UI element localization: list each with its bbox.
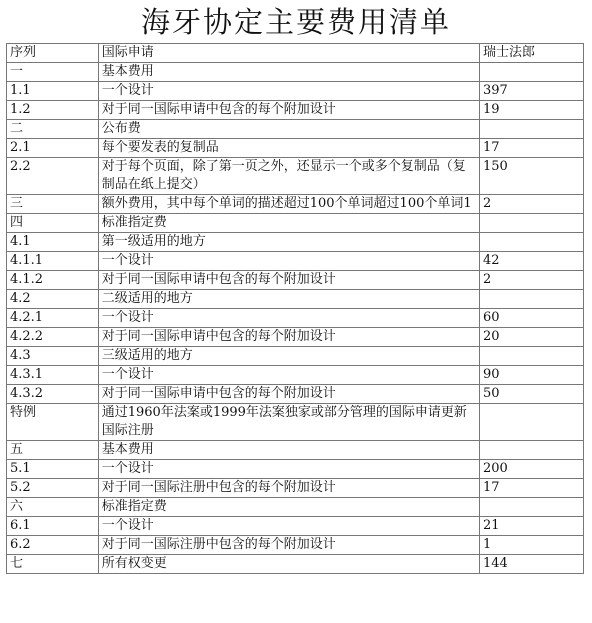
- item-cell: 一个设计: [98, 252, 479, 271]
- item-cell: 对于同一国际申请中包含的每个附加设计: [98, 385, 479, 404]
- table-row: [7, 347, 584, 366]
- fee-cell: 397: [480, 82, 584, 101]
- table-row: [7, 517, 584, 536]
- fee-cell: [480, 214, 584, 233]
- table-row: [7, 63, 584, 82]
- fee-cell: 2: [480, 271, 584, 290]
- item-cell: 标准指定费: [98, 498, 479, 517]
- sequence-cell: 6.1: [7, 517, 99, 536]
- sequence-cell: 4.3.1: [7, 366, 99, 385]
- fee-cell: 42: [480, 252, 584, 271]
- sequence-cell: 一: [7, 63, 99, 82]
- header-application: 国际申请: [98, 44, 479, 63]
- item-cell: 每个要发表的复制品: [98, 139, 479, 158]
- sequence-cell: 1.1: [7, 82, 99, 101]
- fee-cell: [480, 63, 584, 82]
- sequence-cell: 三: [7, 195, 99, 214]
- fee-cell: [480, 404, 584, 441]
- table-row: [7, 460, 584, 479]
- fee-cell: 17: [480, 139, 584, 158]
- document-title: 海牙协定主要费用清单: [140, 5, 451, 39]
- item-cell: 基本费用: [98, 63, 479, 82]
- header-sequence: 序列: [7, 44, 99, 63]
- sequence-cell: 6.2: [7, 536, 99, 555]
- item-cell: 所有权变更: [98, 555, 479, 574]
- item-cell: 对于同一国际注册中包含的每个附加设计: [98, 479, 479, 498]
- fee-cell: 60: [480, 309, 584, 328]
- table-row: [7, 479, 584, 498]
- fee-cell: [480, 233, 584, 252]
- table-row: [7, 233, 584, 252]
- fee-cell: [480, 347, 584, 366]
- table-row: [7, 252, 584, 271]
- sequence-cell: 4.2.2: [7, 328, 99, 347]
- item-cell: 对于同一国际申请中包含的每个附加设计: [98, 328, 479, 347]
- sequence-cell: 4.3: [7, 347, 99, 366]
- fee-cell: [480, 498, 584, 517]
- item-cell: 对于同一国际申请中包含的每个附加设计: [98, 271, 479, 290]
- sequence-cell: 特例: [7, 404, 99, 441]
- sequence-cell: 5.2: [7, 479, 99, 498]
- table-row: [7, 120, 584, 139]
- sequence-cell: 五: [7, 441, 99, 460]
- item-cell: 一个设计: [98, 460, 479, 479]
- sequence-cell: 六: [7, 498, 99, 517]
- item-cell: 一个设计: [98, 517, 479, 536]
- table-header-row: [7, 44, 584, 63]
- item-cell: 一个设计: [98, 366, 479, 385]
- table-row: [7, 271, 584, 290]
- sequence-cell: 2.2: [7, 158, 99, 195]
- item-cell: 第一级适用的地方: [98, 233, 479, 252]
- fee-cell: 21: [480, 517, 584, 536]
- fee-cell: [480, 441, 584, 460]
- sequence-cell: 4.2.1: [7, 309, 99, 328]
- table-row: [7, 158, 584, 195]
- fee-cell: 90: [480, 366, 584, 385]
- sequence-cell: 4.2: [7, 290, 99, 309]
- fee-table: [6, 43, 584, 574]
- sequence-cell: 1.2: [7, 101, 99, 120]
- fee-cell: 19: [480, 101, 584, 120]
- fee-cell: 150: [480, 158, 584, 195]
- table-row: [7, 366, 584, 385]
- sequence-cell: 4.1.1: [7, 252, 99, 271]
- table-row: [7, 555, 584, 574]
- sequence-cell: 4.1.2: [7, 271, 99, 290]
- item-cell: 对于同一国际申请中包含的每个附加设计: [98, 101, 479, 120]
- fee-table-body: [7, 63, 584, 574]
- fee-cell: [480, 120, 584, 139]
- table-row: [7, 214, 584, 233]
- table-row: [7, 404, 584, 441]
- item-cell: 对于每个页面，除了第一页之外，还显示一个或多个复制品（复制品在纸上提交）: [98, 158, 479, 195]
- sequence-cell: 2.1: [7, 139, 99, 158]
- item-cell: 通过1960年法案或1999年法案独家或部分管理的国际申请更新国际注册: [98, 404, 479, 441]
- table-row: [7, 82, 584, 101]
- fee-cell: 50: [480, 385, 584, 404]
- item-cell: 三级适用的地方: [98, 347, 479, 366]
- sequence-cell: 二: [7, 120, 99, 139]
- table-row: [7, 385, 584, 404]
- header-currency: 瑞士法郎: [480, 44, 584, 63]
- table-row: [7, 195, 584, 214]
- sequence-cell: 七: [7, 555, 99, 574]
- item-cell: 基本费用: [98, 441, 479, 460]
- sequence-cell: 5.1: [7, 460, 99, 479]
- sequence-cell: 4.3.2: [7, 385, 99, 404]
- table-row: [7, 139, 584, 158]
- item-cell: 一个设计: [98, 309, 479, 328]
- fee-cell: 200: [480, 460, 584, 479]
- fee-cell: 17: [480, 479, 584, 498]
- fee-cell: 2: [480, 195, 584, 214]
- item-cell: 标准指定费: [98, 214, 479, 233]
- item-cell: 二级适用的地方: [98, 290, 479, 309]
- item-cell: 公布费: [98, 120, 479, 139]
- table-row: [7, 536, 584, 555]
- item-cell: 一个设计: [98, 82, 479, 101]
- table-row: [7, 328, 584, 347]
- fee-cell: [480, 290, 584, 309]
- table-row: [7, 441, 584, 460]
- item-cell: 对于同一国际注册中包含的每个附加设计: [98, 536, 479, 555]
- item-cell: 额外费用，其中每个单词的描述超过100个单词超过100个单词1: [98, 195, 479, 214]
- table-row: [7, 290, 584, 309]
- fee-cell: 1: [480, 536, 584, 555]
- sequence-cell: 4.1: [7, 233, 99, 252]
- fee-cell: 20: [480, 328, 584, 347]
- table-row: [7, 309, 584, 328]
- fee-cell: 144: [480, 555, 584, 574]
- sequence-cell: 四: [7, 214, 99, 233]
- table-row: [7, 101, 584, 120]
- table-row: [7, 498, 584, 517]
